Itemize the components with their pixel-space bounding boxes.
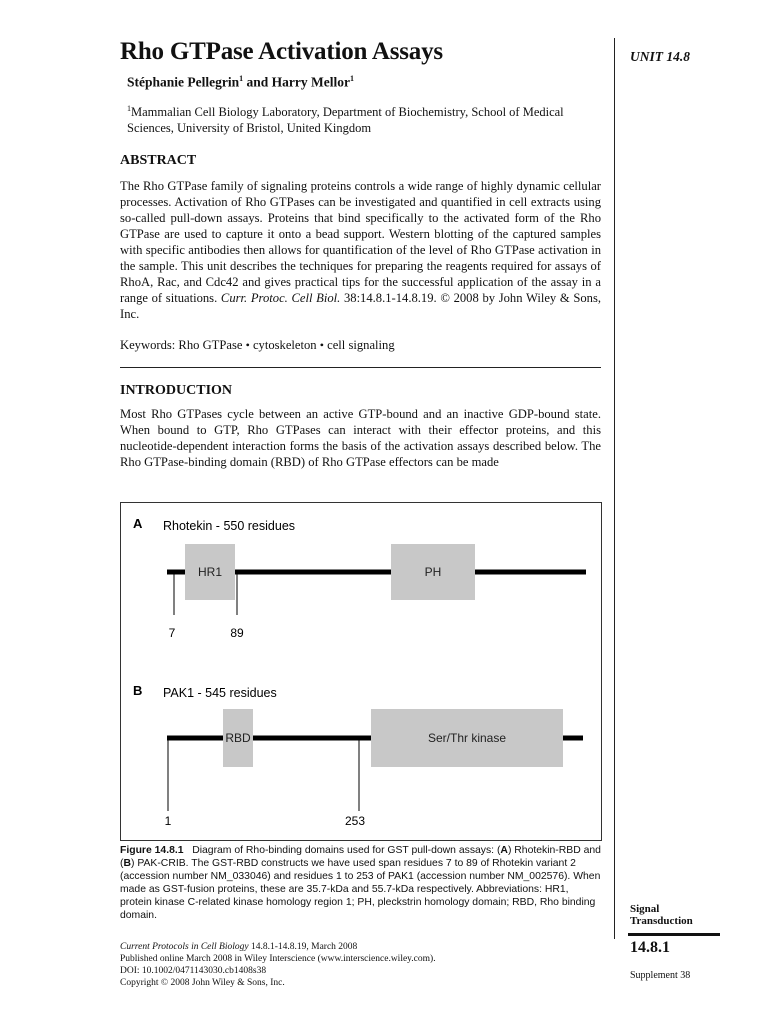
caption-text-1: Diagram of Rho-binding domains used for GST pull-down assays: ( [192,845,501,856]
author-separator: and [243,74,272,90]
kinase-domain-label: Ser/Thr kinase [427,731,507,745]
ph-domain-label: PH [424,565,442,579]
introduction-body: Most Rho GTPases cycle between an active GTP-bound and an inactive GDP-bound state. When bound to GTP, Rho GTPases can interact with their effector proteins, and this nucleotide-dependent interaction forms the basis of the activation assays described below. The Rho GTPase-binding domain (RBD) of Rho GTPase effectors can be made [120,407,601,469]
footer-copyright: Copyright © 2008 John Wiley & Sons, Inc. [120,978,285,988]
figure-14-8-1 [120,502,602,841]
abstract-text: The Rho GTPase family of signaling proteins controls a wide range of highly dynamic cellular processes. Activation of Rho GTPases can be investigated and quantified in cell extracts using so-called pull-down assays. Proteins that bind specifically to the activated form of the Rho GTPase are used to capture it onto a bead support. Western blotting of the captured samples with specific antibodies then allows for quantification of the level of Rho GTPase activation in the sample. This unit describes the techniques for preparing the reagents required for assays of RhoA, Rac, and Cdc42 and gives practical tips for the successful application of the assay in a range of situations. [120,179,601,305]
marker-89-label: 89 [230,626,244,640]
affiliation-sup: 1 [127,104,131,113]
footer-doi: DOI: 10.1002/0471143030.cb1408s38 [120,966,267,976]
page-footer [120,941,436,989]
hr1-domain-label: HR1 [197,565,223,579]
panel-b-title: PAK1 - 545 residues [163,686,277,700]
footer-journal: Current Protocols in Cell Biology [120,942,249,952]
author-1-affil-sup: 1 [239,74,244,83]
abstract-citation-journal: Curr. Protoc. Cell Biol. [220,291,341,305]
caption-panel-a-ref: A [500,845,508,856]
panel-a-letter: A [133,516,143,531]
author-1: Stéphanie Pellegrin [127,74,240,90]
footer-journal-rest: 14.8.1-14.8.19, March 2008 [248,942,358,952]
keywords [120,337,601,353]
author-2: Harry Mellor [271,74,350,90]
figure-caption [120,844,601,922]
caption-text-2: ) Rhotekin-RBD and ( [120,845,601,869]
keyword-item: Rho GTPase [178,338,243,352]
marker-253-label: 253 [344,814,366,828]
caption-text-3: ) PAK-CRIB. The GST-RBD constructs we have used span residues 7 to 89 of Rhotekin variant 2 (accession number NM_033046) and residues 1 to 253 of PAK1 (accession number NM_002576). When made as GST-fusion proteins, these are 35.7-kDa and 55.7-kDa respectively. Abbreviations: HR1, protein kinase C-related kinase homology region 1; PH, pleckstrin homology domain; RBD, Rho binding domain. [120,858,601,921]
bullet-icon: • [319,338,324,352]
affiliation-text: Mammalian Cell Biology Laboratory, Department of Biochemistry, School of Medical Sciences, University of Bristol, United Kingdom [127,105,564,136]
panel-a-title: Rhotekin - 550 residues [163,519,296,533]
page-title: Rho GTPase Activation Assays [120,38,443,65]
footer-journal-line [120,941,436,953]
domain-diagram [121,503,601,840]
marker-7-label: 7 [168,626,176,640]
keyword-item: cell signaling [327,338,395,352]
abstract-citation-rest: 38:14.8.1-14.8.19. © 2008 by John Wiley & Sons, Inc. [120,291,602,321]
abstract-heading: ABSTRACT [120,153,197,168]
footer-published: Published online March 2008 in Wiley Interscience (www.interscience.wiley.com). [120,954,436,964]
rbd-domain-label: RBD [225,731,251,745]
panel-b-letter: B [133,683,143,698]
keyword-item: cytoskeleton [252,338,317,352]
bullet-icon: • [245,338,250,352]
authors [127,74,354,91]
page-number: 14.8.1 [630,939,670,956]
author-2-affil-sup: 1 [350,74,354,83]
affiliation [127,101,597,136]
marker-1-label: 1 [164,814,172,828]
section-divider [120,367,601,368]
caption-panel-b-ref: B [123,858,131,869]
unit-label: UNIT 14.8 [630,49,690,64]
section-name [630,903,693,927]
section-name-line2: Transduction [630,915,693,927]
sidebar-rule [628,933,720,936]
sidebar-divider [614,38,615,939]
supplement-label: Supplement 38 [630,970,691,981]
caption-label: Figure 14.8.1 [120,845,184,856]
abstract-body [120,178,601,322]
introduction-heading: INTRODUCTION [120,383,233,398]
section-name-line1: Signal [630,903,660,915]
keywords-label: Keywords: [120,338,179,352]
